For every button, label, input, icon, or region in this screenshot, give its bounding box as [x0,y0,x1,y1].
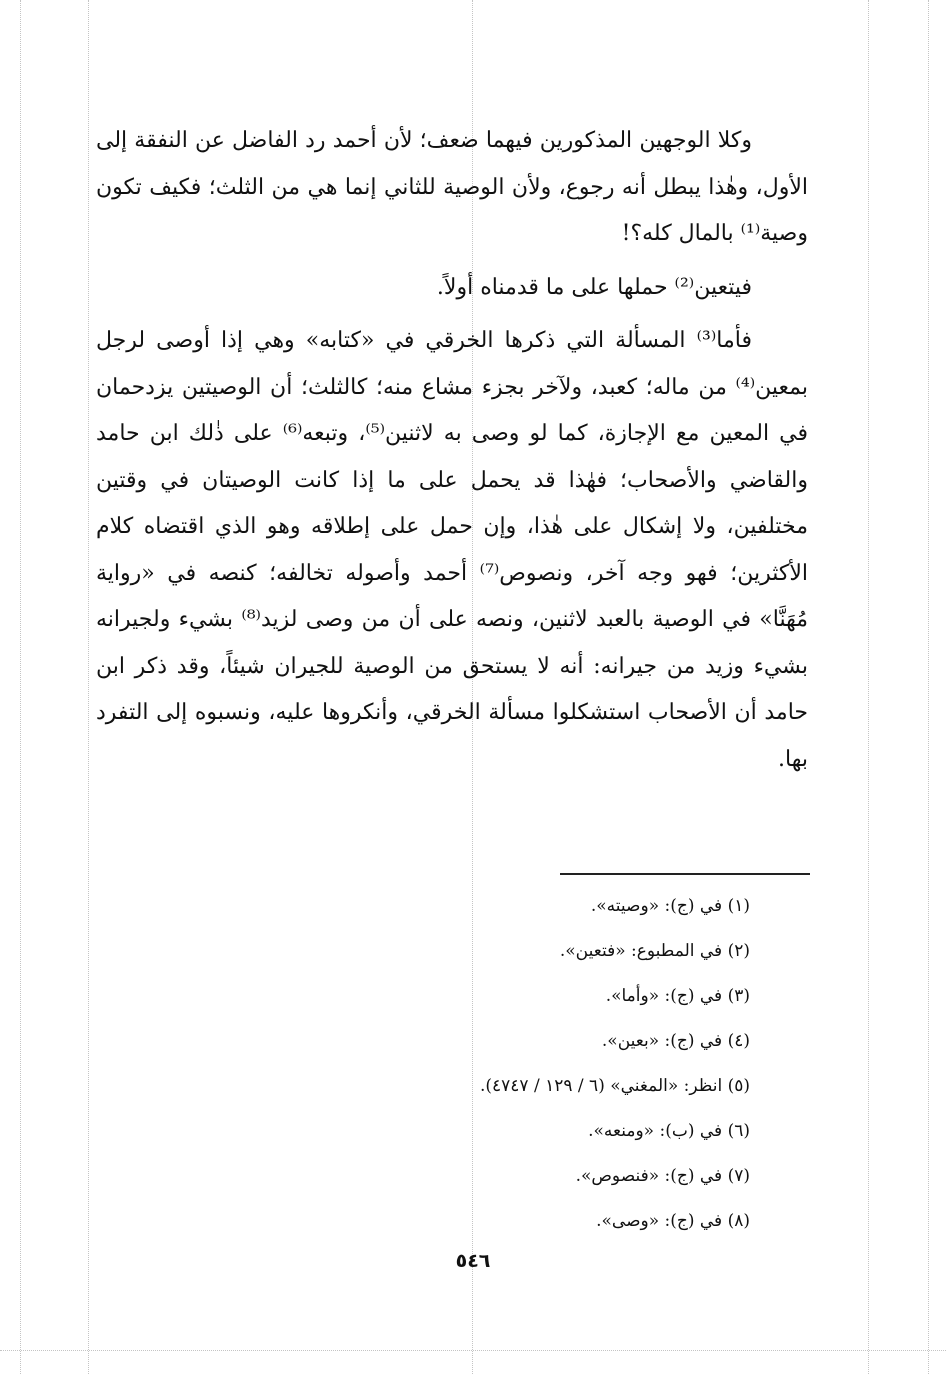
scan-guide [928,0,929,1374]
footnote: (٧) في (ج): «فنصوص». [575,1166,750,1186]
footnotes [190,884,750,1244]
paragraph: فيتعين⁽²⁾ حملها على ما قدمناه أولاً. [436,274,752,300]
footnote: (٣) في (ج): «وأما». [605,986,750,1006]
paragraph: فأما⁽³⁾ المسألة التي ذكرها الخرقي في «كتابه» وهي إذا أوصى لرجل بمعين⁽⁴⁾ من ماله؛ كعبد، ولآخر بجزء مشاع منه؛ كالثلث؛ أن الوصيتين يزدحمان في المعين مع الإجازة، كما لو وصى به لاثنين⁽⁵⁾، وتبعه⁽⁶⁾ على ذٰلك ابن حامد والقاضي والأصحاب؛ فهٰذا قد يحمل على ما إذا كانت الوصيتان في وقتين مختلفين، ولا إشكال على هٰذا، وإن حمل على إطلاقه وهو الذي اقتضاه كلام الأكثرين؛ فهو وجه آخر، ونصوص⁽⁷⁾ أحمد وأصوله تخالفه؛ كنصه في «رواية مُهَنَّا» في الوصية بالعبد لاثنين، ونصه على أن من وصى لزيد⁽⁸⁾ بشيء ولجيرانه بشيء وزيد من جيرانه: أنه لا يستحق من الوصية للجيران شيئاً، وقد ذكر ابن حامد أن الأصحاب استشكلوا مسألة الخرقي، وأنكروها عليه، ونسبوه إلى التفرد بها. [96,328,809,772]
scan-guide [0,1350,946,1351]
footnote: (٦) في (ب): «ومنعه». [588,1121,750,1141]
footnote: (٥) انظر: «المغني» (٦ / ١٢٩ / ٤٧٤٧). [479,1076,750,1096]
footnote-separator [560,873,810,875]
footnote: (١) في (ج): «وصيته». [590,896,750,916]
footnote: (٢) في المطبوع: «فتعين». [559,941,750,961]
scan-guide [868,0,869,1374]
main-text [96,118,808,790]
scan-guide [88,0,89,1374]
footnote: (٨) في (ج): «وصى». [596,1211,750,1231]
scan-guide [20,0,21,1374]
page-number: ٥٤٦ [455,1250,491,1272]
paragraph: وكلا الوجهين المذكورين فيهما ضعف؛ لأن أحمد رد الفاضل عن النفقة إلى الأول، وهٰذا يبطل أنه رجوع، ولأن الوصية للثاني إنما هي من الثلث؛ فكيف تكون وصية⁽¹⁾ بالمال كله؟! [96,128,808,246]
footnote: (٤) في (ج): «بعين». [601,1031,750,1051]
